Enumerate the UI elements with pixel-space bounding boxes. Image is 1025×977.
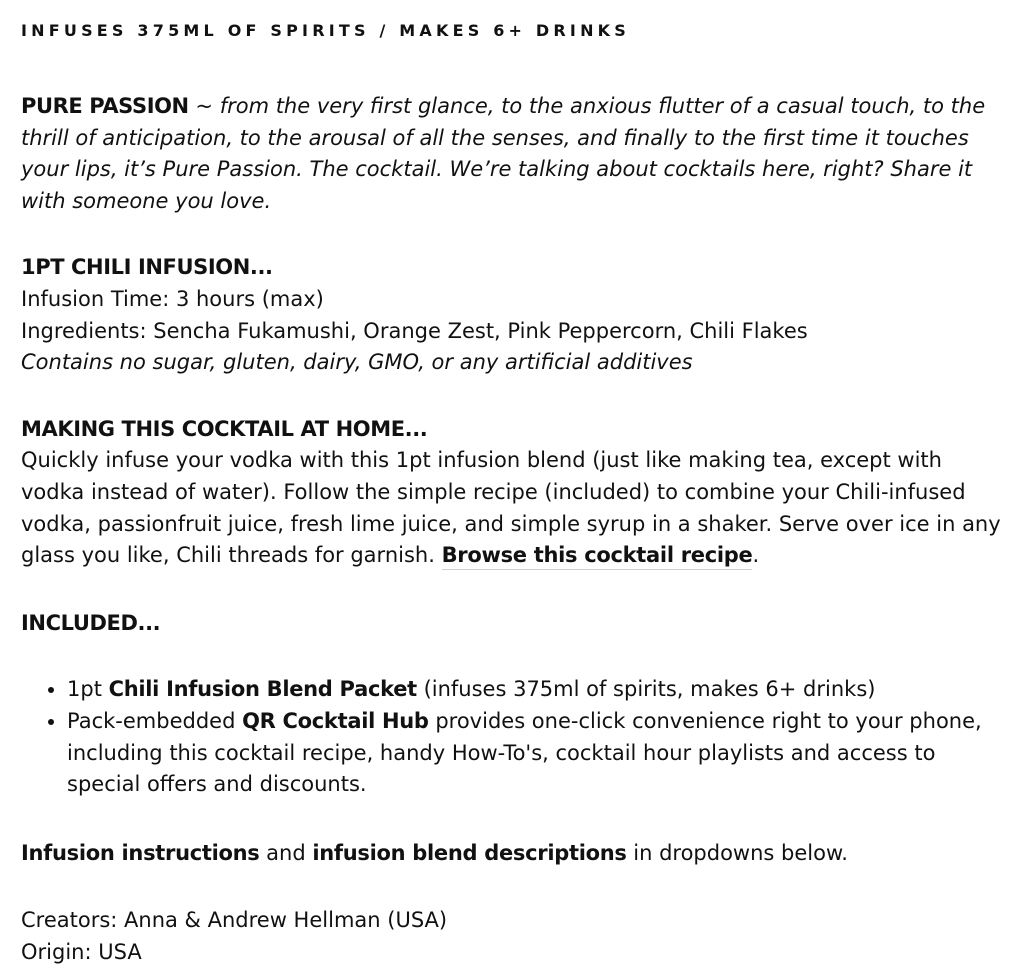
included-item-prefix: 1pt: [67, 677, 109, 702]
intro-text: from the very first glance, to the anxious flutter of a casual touch, to the thrill of anticipation, to the arousal of all the senses, and finally to the first time it touches your lips, it’s Pure Passion. The cocktail. We’re talking about cocktails here, right? Share it with someone you love.: [21, 94, 986, 213]
credits: [21, 905, 1011, 968]
product-description: [21, 0, 1011, 968]
making-heading: MAKING THIS COCKTAIL AT HOME...: [21, 416, 428, 441]
dropdown-note-bold-1: Infusion instructions: [21, 840, 260, 865]
included-section: [21, 608, 1011, 801]
included-item-suffix: (infuses 375ml of spirits, makes 6+ drinks): [416, 677, 876, 702]
browse-recipe-link[interactable]: Browse this cocktail recipe: [442, 543, 753, 570]
intro-tilde: ~: [188, 94, 220, 118]
included-heading: INCLUDED...: [21, 610, 161, 635]
dropdown-note-end: in dropdowns below.: [626, 840, 848, 865]
infusion-heading: 1PT CHILI INFUSION...: [21, 255, 273, 280]
included-item-bold: Chili Infusion Blend Packet: [108, 677, 417, 702]
included-item-bold: QR Cocktail Hub: [242, 708, 429, 733]
included-item: [67, 706, 1011, 801]
included-item-prefix: Pack-embedded: [67, 708, 243, 733]
infusion-note: Contains no sugar, gluten, dairy, GMO, or any artificial additives: [21, 350, 693, 375]
included-item-suffix: provides one-click convenience right to your phone, including this cocktail recipe, handy How-To's, cocktail hour playlists and access to special offers and discounts.: [67, 708, 982, 797]
creators-line: Creators: Anna & Andrew Hellman (USA): [21, 908, 448, 933]
origin-line: Origin: USA: [21, 939, 142, 964]
tagline: INFUSES 375ML OF SPIRITS / MAKES 6+ DRINKS: [21, 21, 631, 40]
making-body: Quickly infuse your vodka with this 1pt infusion blend (just like making tea, except with vodka instead of water). Follow the simple recipe (included) to combine your Chili-infused vodka, passionfruit juice, fresh lime juice, and simple syrup in a shaker. Serve over ice in any glass you like, Chili threads for garnish.: [21, 448, 1001, 568]
infusion-time: Infusion Time: 3 hours (max): [21, 286, 324, 311]
dropdown-note-bold-2: infusion blend descriptions: [312, 840, 627, 865]
making-after-link: .: [752, 543, 760, 568]
intro-paragraph: [21, 91, 1011, 217]
included-item: [67, 674, 1011, 706]
dropdown-note-mid: and: [259, 840, 313, 865]
infusion-section: [21, 252, 1011, 378]
intro-lead: PURE PASSION: [21, 94, 189, 118]
infusion-ingredients: Ingredients: Sencha Fukamushi, Orange Zest, Pink Peppercorn, Chili Flakes: [21, 318, 808, 343]
included-list: [21, 674, 1011, 800]
making-text: [21, 445, 1011, 571]
dropdown-note: [21, 838, 1011, 870]
making-section: [21, 414, 1011, 572]
